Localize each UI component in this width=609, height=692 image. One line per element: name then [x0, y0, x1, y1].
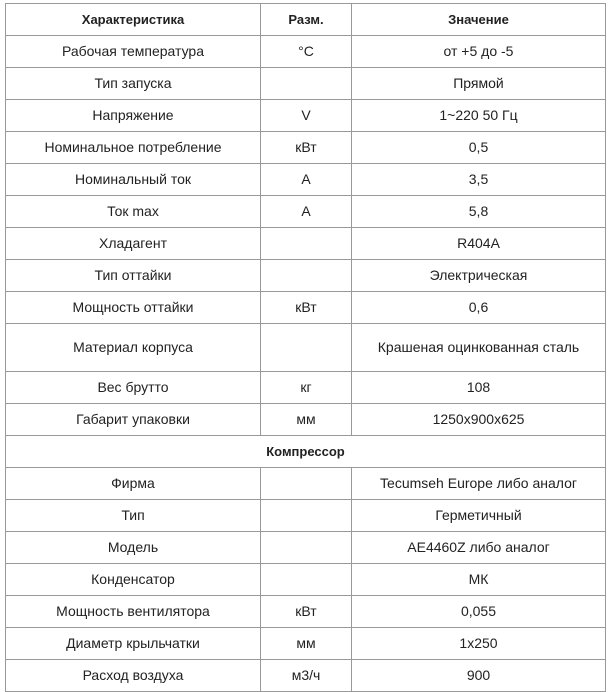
row-unit — [261, 532, 352, 564]
row-unit: м3/ч — [261, 660, 352, 692]
table-row — [6, 628, 606, 660]
row-name: Тип — [6, 500, 261, 532]
row-unit: А — [261, 196, 352, 228]
row-value: 900 — [352, 660, 606, 692]
row-name: Диаметр крыльчатки — [6, 628, 261, 660]
row-value: Электрическая — [352, 260, 606, 292]
table-row — [6, 500, 606, 532]
row-unit — [261, 228, 352, 260]
header-unit: Разм. — [261, 4, 352, 36]
row-value: Tecumseh Europe либо аналог — [352, 468, 606, 500]
row-value: 1~220 50 Гц — [352, 100, 606, 132]
table-row — [6, 292, 606, 324]
row-unit: мм — [261, 404, 352, 436]
row-unit: V — [261, 100, 352, 132]
row-value: 0,055 — [352, 596, 606, 628]
row-unit: А — [261, 164, 352, 196]
table-row — [6, 404, 606, 436]
row-unit: мм — [261, 628, 352, 660]
row-value: 5,8 — [352, 196, 606, 228]
row-name: Габарит упаковки — [6, 404, 261, 436]
specs-table — [5, 3, 606, 692]
table-row — [6, 228, 606, 260]
row-unit: кВт — [261, 596, 352, 628]
row-name: Мощность вентилятора — [6, 596, 261, 628]
row-value: 0,6 — [352, 292, 606, 324]
table-row — [6, 468, 606, 500]
row-value: 0,5 — [352, 132, 606, 164]
row-name: Материал корпуса — [6, 324, 261, 372]
table-row — [6, 68, 606, 100]
table-row — [6, 132, 606, 164]
row-value: AE4460Z либо аналог — [352, 532, 606, 564]
table-row — [6, 100, 606, 132]
row-unit — [261, 68, 352, 100]
row-name: Фирма — [6, 468, 261, 500]
table-row — [6, 596, 606, 628]
table-row — [6, 196, 606, 228]
row-name: Тип оттайки — [6, 260, 261, 292]
row-unit — [261, 324, 352, 372]
row-name: Напряжение — [6, 100, 261, 132]
table-row — [6, 564, 606, 596]
row-value: Крашеная оцинкованная сталь — [352, 324, 606, 372]
row-unit — [261, 260, 352, 292]
row-name: Расход воздуха — [6, 660, 261, 692]
header-characteristic: Характеристика — [6, 4, 261, 36]
row-unit — [261, 564, 352, 596]
row-value: Прямой — [352, 68, 606, 100]
header-row — [6, 4, 606, 36]
table-row — [6, 532, 606, 564]
row-unit: кВт — [261, 292, 352, 324]
section-row — [6, 436, 606, 468]
row-name: Вес брутто — [6, 372, 261, 404]
row-value: МК — [352, 564, 606, 596]
section-compressor-title: Компрессор — [6, 436, 606, 468]
row-name: Мощность оттайки — [6, 292, 261, 324]
row-name: Ток max — [6, 196, 261, 228]
row-name: Тип запуска — [6, 68, 261, 100]
row-value: 1x250 — [352, 628, 606, 660]
row-unit: °C — [261, 36, 352, 68]
table-row — [6, 660, 606, 692]
row-name: Конденсатор — [6, 564, 261, 596]
table-row — [6, 164, 606, 196]
header-value: Значение — [352, 4, 606, 36]
row-name: Номинальное потребление — [6, 132, 261, 164]
row-name: Модель — [6, 532, 261, 564]
row-value: 108 — [352, 372, 606, 404]
table-row — [6, 372, 606, 404]
row-value: 3,5 — [352, 164, 606, 196]
row-value: Герметичный — [352, 500, 606, 532]
row-value: от +5 до -5 — [352, 36, 606, 68]
row-value: 1250x900x625 — [352, 404, 606, 436]
row-value: R404A — [352, 228, 606, 260]
table-row — [6, 260, 606, 292]
row-unit — [261, 468, 352, 500]
row-name: Хладагент — [6, 228, 261, 260]
table-row — [6, 324, 606, 372]
table-row — [6, 36, 606, 68]
row-name: Рабочая температура — [6, 36, 261, 68]
row-unit: кВт — [261, 132, 352, 164]
row-name: Номинальный ток — [6, 164, 261, 196]
row-unit — [261, 500, 352, 532]
row-unit: кг — [261, 372, 352, 404]
